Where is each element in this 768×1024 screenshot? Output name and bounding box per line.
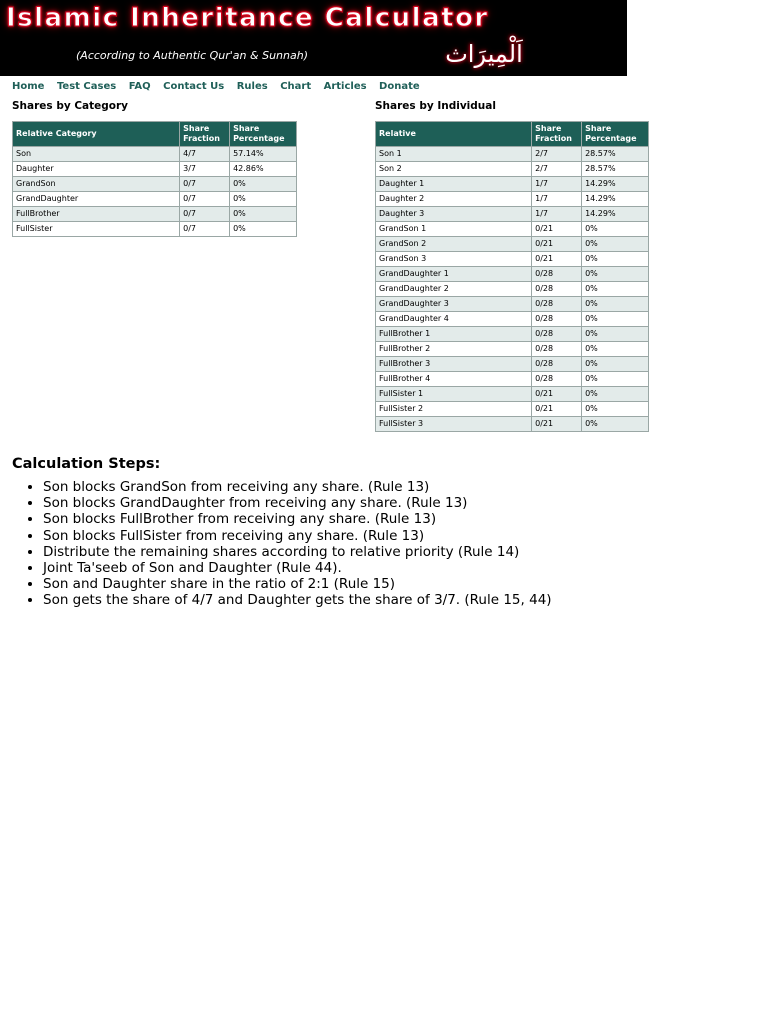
relative-cell: FullBrother 2 [376,342,532,357]
fraction-cell: 1/7 [532,192,582,207]
fraction-cell: 2/7 [532,162,582,177]
calculation-steps-list [12,479,552,609]
fraction-cell: 0/28 [532,342,582,357]
relative-cell: FullSister [13,222,180,237]
percentage-cell: 0% [230,207,297,222]
site-title: Islamic Inheritance Calculator [6,3,489,33]
main-nav [12,81,429,92]
percentage-cell: 0% [230,222,297,237]
nav-link-home[interactable]: Home [12,81,45,92]
fraction-cell: 0/21 [532,237,582,252]
relative-cell: FullSister 1 [376,387,532,402]
table-row [13,207,297,222]
fraction-cell: 0/28 [532,312,582,327]
table-header-row [13,122,297,147]
calculation-step: • Distribute the remaining shares according to relative priority (Rule 14) [43,544,552,560]
percentage-cell: 14.29% [582,192,649,207]
table-row [376,207,649,222]
calculation-step: • Son blocks GrandSon from receiving any share. (Rule 13) [43,479,552,495]
table-row [13,192,297,207]
table-row [376,192,649,207]
relative-cell: Daughter 1 [376,177,532,192]
arabic-logo: اَلْمِيرَاث [445,40,523,68]
table-row [376,357,649,372]
relative-cell: Son 1 [376,147,532,162]
fraction-cell: 2/7 [532,147,582,162]
calculation-step: • Son and Daughter share in the ratio of 2:1 (Rule 15) [43,576,552,592]
percentage-cell: 0% [230,192,297,207]
relative-cell: GrandDaughter 3 [376,297,532,312]
table-row [13,147,297,162]
relative-cell: GrandSon 3 [376,252,532,267]
percentage-cell: 0% [582,252,649,267]
site-subtitle: (According to Authentic Qur'an & Sunnah) [76,49,308,62]
relative-cell: FullSister 2 [376,402,532,417]
relative-cell: Daughter 2 [376,192,532,207]
table-row [376,402,649,417]
relative-cell: FullBrother 3 [376,357,532,372]
fraction-cell: 0/28 [532,372,582,387]
relative-cell: FullSister 3 [376,417,532,432]
category-table-body [13,147,297,237]
percentage-cell: 14.29% [582,177,649,192]
table-row [376,372,649,387]
relative-cell: GrandSon [13,177,180,192]
fraction-cell: 0/28 [532,357,582,372]
nav-link-donate[interactable]: Donate [379,81,420,92]
relative-cell: Daughter [13,162,180,177]
percentage-cell: 0% [582,327,649,342]
relative-cell: GrandSon 1 [376,222,532,237]
table-row [376,327,649,342]
percentage-cell: 0% [582,312,649,327]
calculation-step: • Son blocks GrandDaughter from receiving any share. (Rule 13) [43,495,552,511]
table-row [376,222,649,237]
fraction-cell: 1/7 [532,177,582,192]
percentage-cell: 0% [582,387,649,402]
nav-link-rules[interactable]: Rules [236,81,268,92]
table-row [376,312,649,327]
fraction-cell: 4/7 [180,147,230,162]
nav-link-test-cases[interactable]: Test Cases [56,81,117,92]
calculation-step: • Son gets the share of 4/7 and Daughter gets the share of 3/7. (Rule 15, 44) [43,592,552,608]
table-row [376,147,649,162]
fraction-cell: 3/7 [180,162,230,177]
relative-cell: GrandDaughter [13,192,180,207]
category-section-title: Shares by Category [12,100,129,112]
percentage-cell: 0% [230,177,297,192]
fraction-cell: 0/21 [532,252,582,267]
calculation-steps-heading: Calculation Steps: [12,456,161,472]
percentage-cell: 0% [582,357,649,372]
fraction-cell: 0/21 [532,402,582,417]
table-row [376,237,649,252]
calculation-step: • Joint Ta'seeb of Son and Daughter (Rule 44). [43,560,552,576]
percentage-cell: 14.29% [582,207,649,222]
table-row [376,177,649,192]
table-row [376,417,649,432]
nav-link-contact-us[interactable]: Contact Us [163,81,225,92]
table-row [13,222,297,237]
percentage-cell: 42.86% [230,162,297,177]
table-row [376,282,649,297]
calculation-step: • Son blocks FullBrother from receiving any share. (Rule 13) [43,511,552,527]
nav-link-articles[interactable]: Articles [323,81,367,92]
nav-link-chart[interactable]: Chart [280,81,312,92]
fraction-cell: 0/21 [532,387,582,402]
percentage-cell: 0% [582,222,649,237]
relative-cell: GrandSon 2 [376,237,532,252]
percentage-cell: 0% [582,402,649,417]
individual-shares-table [375,121,649,432]
nav-link-faq[interactable]: FAQ [128,81,151,92]
relative-cell: Son 2 [376,162,532,177]
percentage-cell: 28.57% [582,147,649,162]
percentage-cell: 0% [582,282,649,297]
column-header-share-fraction: Share Fraction [532,122,582,147]
percentage-cell: 0% [582,417,649,432]
column-header-share-percentage: Share Percentage [582,122,649,147]
relative-cell: FullBrother 4 [376,372,532,387]
percentage-cell: 0% [582,297,649,312]
category-shares-table [12,121,297,237]
relative-cell: GrandDaughter 1 [376,267,532,282]
fraction-cell: 0/28 [532,267,582,282]
column-header-relative: Relative [376,122,532,147]
relative-cell: Daughter 3 [376,207,532,222]
percentage-cell: 0% [582,372,649,387]
site-banner [0,0,627,76]
individual-section-title: Shares by Individual [375,100,496,112]
column-header-share-fraction: Share Fraction [180,122,230,147]
table-row [376,162,649,177]
fraction-cell: 0/28 [532,282,582,297]
percentage-cell: 0% [582,342,649,357]
relative-cell: GrandDaughter 2 [376,282,532,297]
relative-cell: FullBrother [13,207,180,222]
table-row [13,177,297,192]
percentage-cell: 57.14% [230,147,297,162]
column-header-share-percentage: Share Percentage [230,122,297,147]
fraction-cell: 0/21 [532,222,582,237]
fraction-cell: 0/7 [180,192,230,207]
percentage-cell: 0% [582,267,649,282]
table-row [376,297,649,312]
individual-table-body [376,147,649,432]
fraction-cell: 0/7 [180,207,230,222]
column-header-relative-category: Relative Category [13,122,180,147]
calculation-step: • Son blocks FullSister from receiving any share. (Rule 13) [43,528,552,544]
relative-cell: Son [13,147,180,162]
percentage-cell: 28.57% [582,162,649,177]
fraction-cell: 1/7 [532,207,582,222]
table-row [376,387,649,402]
fraction-cell: 0/28 [532,327,582,342]
relative-cell: FullBrother 1 [376,327,532,342]
fraction-cell: 0/21 [532,417,582,432]
table-row [376,252,649,267]
table-row [376,342,649,357]
fraction-cell: 0/7 [180,177,230,192]
percentage-cell: 0% [582,237,649,252]
table-header-row [376,122,649,147]
fraction-cell: 0/7 [180,222,230,237]
table-row [376,267,649,282]
fraction-cell: 0/28 [532,297,582,312]
relative-cell: GrandDaughter 4 [376,312,532,327]
table-row [13,162,297,177]
